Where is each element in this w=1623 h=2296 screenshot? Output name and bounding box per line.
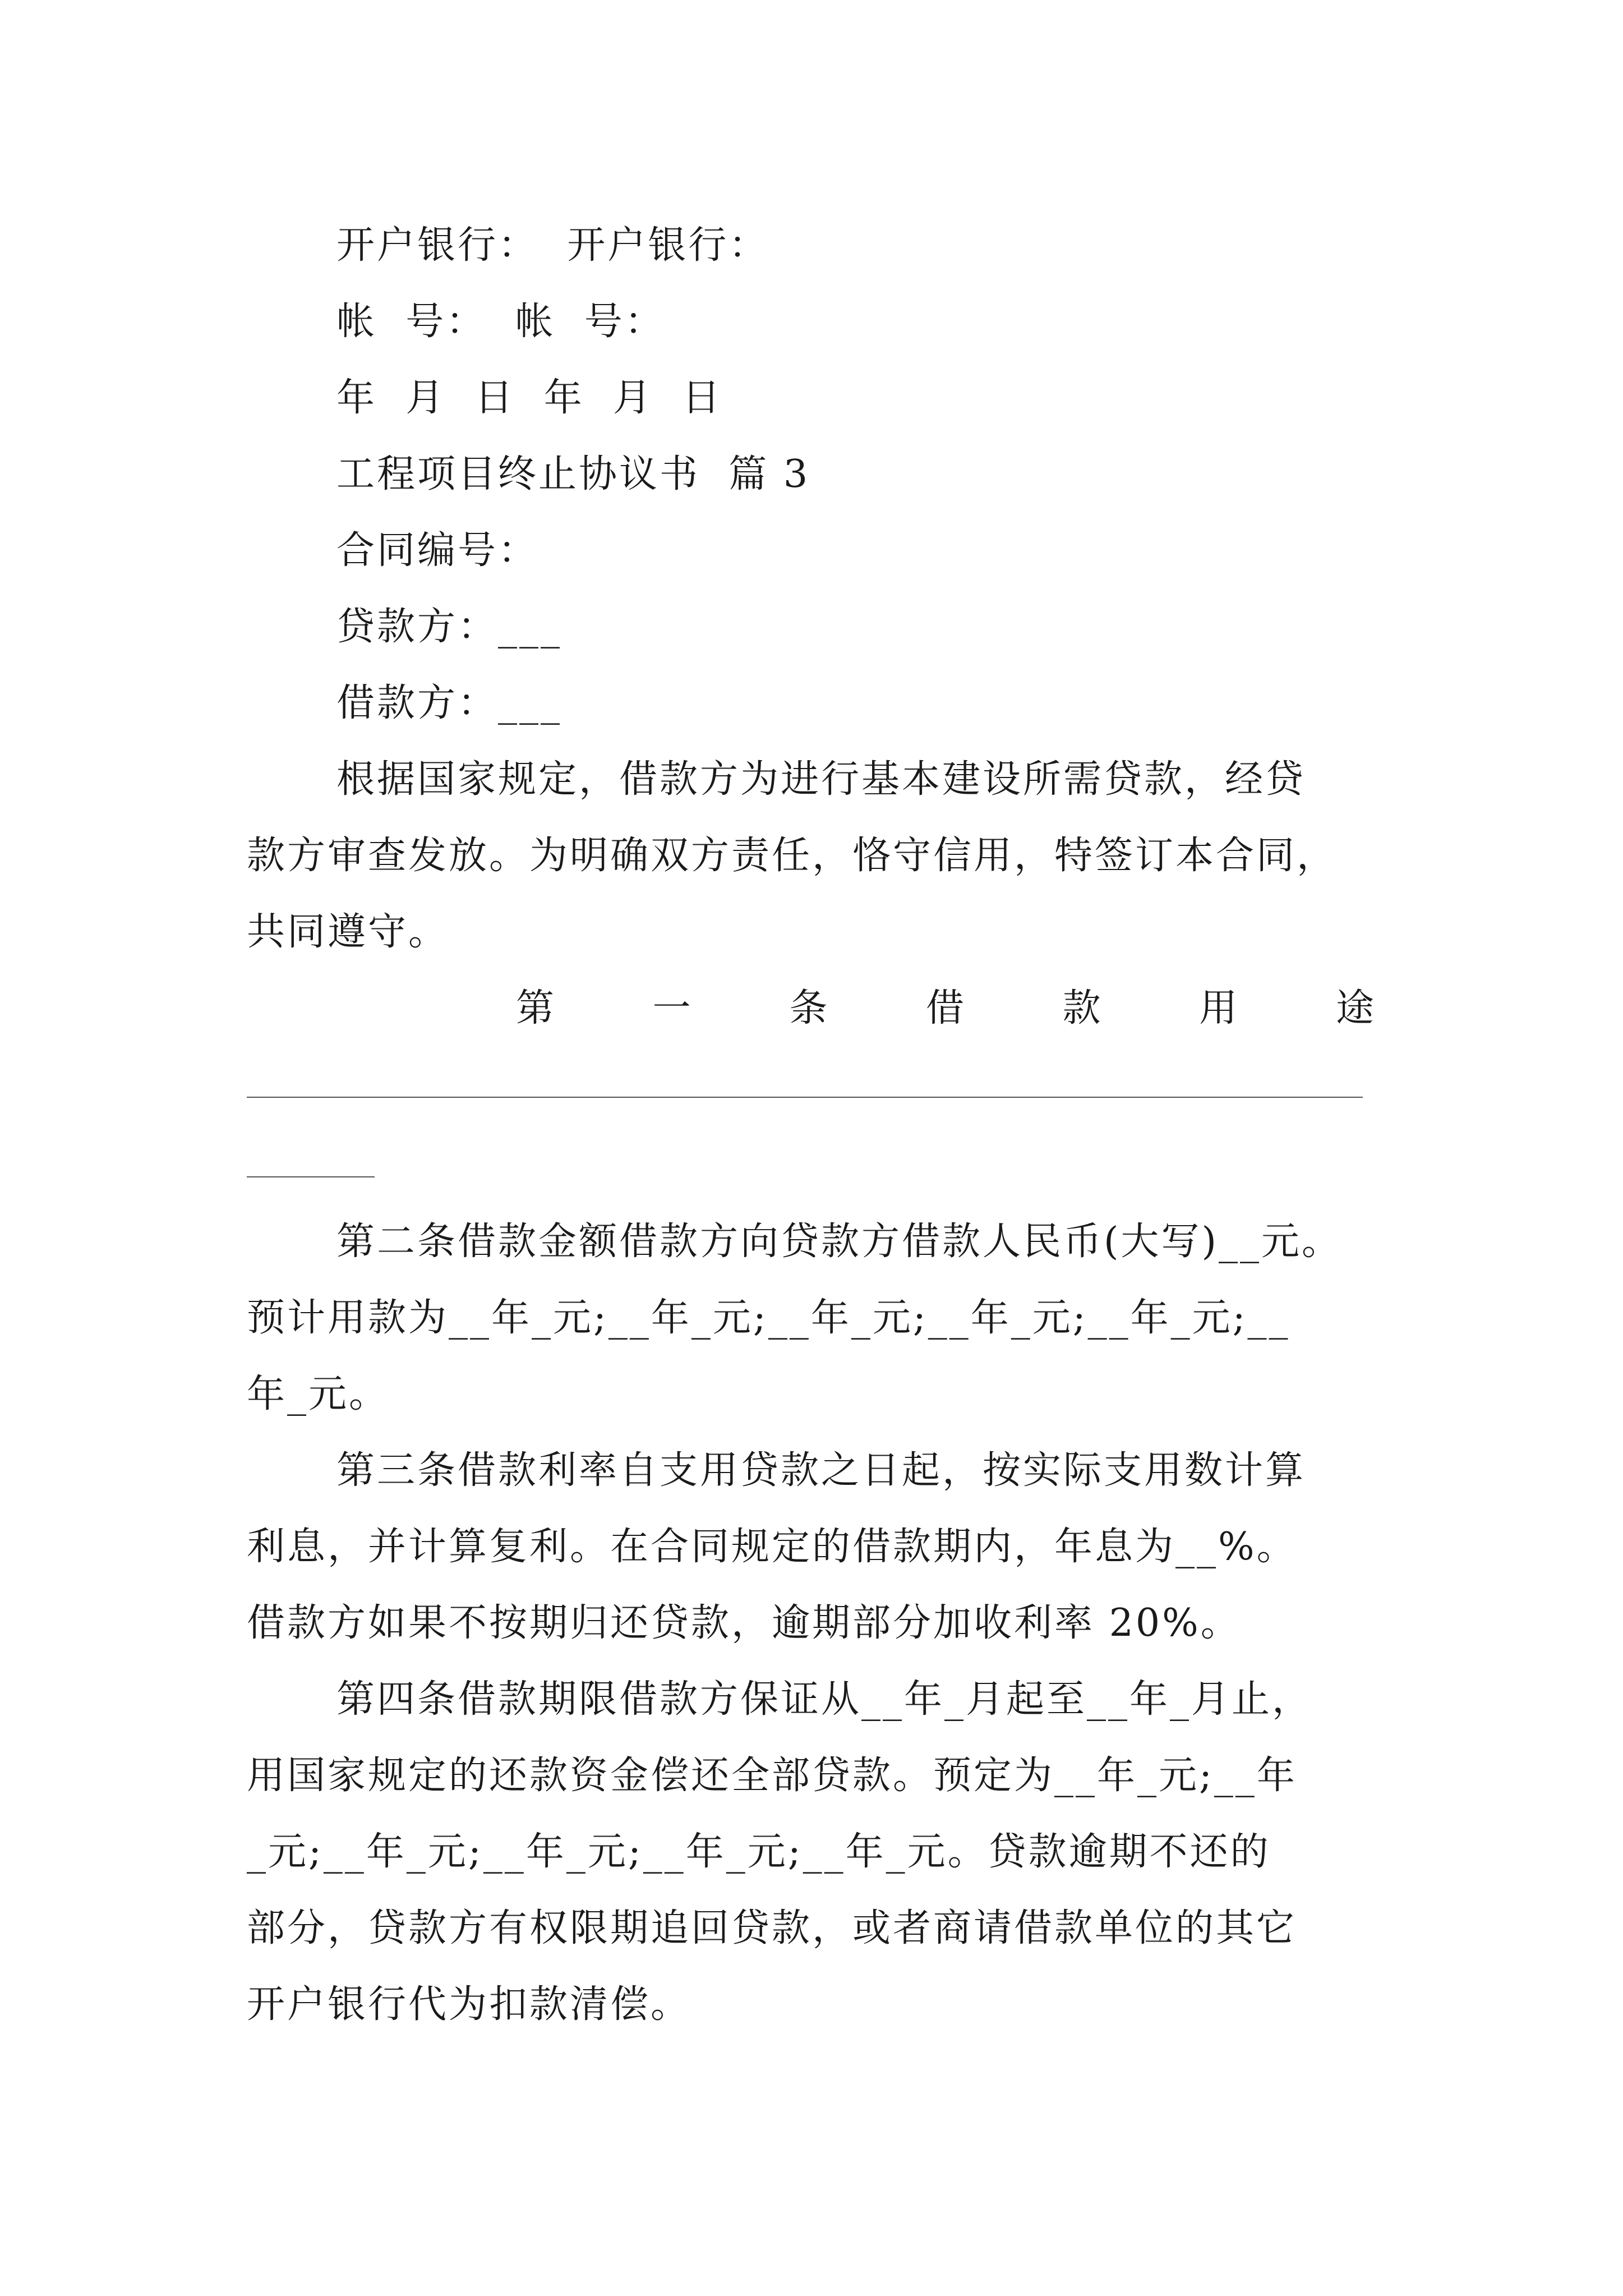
article-1-char: 款 xyxy=(1062,986,1101,1030)
date-line: 年 月 日 年 月 日 xyxy=(336,376,723,420)
article-3-line-1: 第三条借款利率自支用贷款之日起，按实际支用数计算 xyxy=(336,1448,1306,1493)
section-title: 工程项目终止协议书 篇 3 xyxy=(336,452,810,496)
article-1-char: 用 xyxy=(1199,986,1238,1030)
article-4-line-2: 用国家规定的还款资金偿还全部贷款。预定为__年_元;__年 xyxy=(247,1754,1297,1798)
article-4-line-1: 第四条借款期限借款方保证从__年_月起至__年_月止， xyxy=(336,1677,1313,1722)
bank-line: 开户银行： 开户银行： xyxy=(336,223,769,268)
article-1-char: 条 xyxy=(789,986,828,1030)
intro-line-1: 根据国家规定，借款方为进行基本建设所需贷款，经贷 xyxy=(336,757,1306,802)
intro-line-3: 共同遵守。 xyxy=(247,910,449,954)
article-4-line-5: 开户银行代为扣款清偿。 xyxy=(247,1982,691,2027)
article-2-line-2: 预计用款为__年_元;__年_元;__年_元;__年_元;__年_元;__ xyxy=(247,1296,1290,1340)
article-1-char: 一 xyxy=(652,986,691,1030)
article-2-line-3: 年_元。 xyxy=(247,1372,390,1416)
article-1-char: 第 xyxy=(516,986,555,1030)
article-3-line-2: 利息，并计算复利。在合同规定的借款期内，年息为__%。 xyxy=(247,1525,1297,1569)
article-2-line-1: 第二条借款金额借款方向贷款方借款人民币(大写)__元。 xyxy=(336,1220,1343,1264)
article-1-blank-line xyxy=(247,1097,1363,1098)
contract-number-label: 合同编号： xyxy=(336,528,539,573)
article-1-char: 借 xyxy=(925,986,964,1030)
article-1-heading xyxy=(516,986,1374,1031)
article-1-char: 途 xyxy=(1335,986,1374,1030)
article-4-line-3: _元;__年_元;__年_元;__年_元;__年_元。贷款逾期不还的 xyxy=(247,1830,1271,1874)
lender-label: 贷款方：___ xyxy=(336,605,562,649)
intro-line-2: 款方审查发放。为明确双方责任，恪守信用，特签订本合同， xyxy=(247,834,1338,878)
article-4-line-4: 部分，贷款方有权限期追回贷款，或者商请借款单位的其它 xyxy=(247,1906,1297,1950)
borrower-label: 借款方：___ xyxy=(336,681,562,725)
article-1-blank-line-short xyxy=(247,1176,375,1177)
article-3-line-3: 借款方如果不按期归还贷款，逾期部分加收利率 20%。 xyxy=(247,1601,1241,1645)
account-line: 帐 号： 帐 号： xyxy=(336,300,665,344)
